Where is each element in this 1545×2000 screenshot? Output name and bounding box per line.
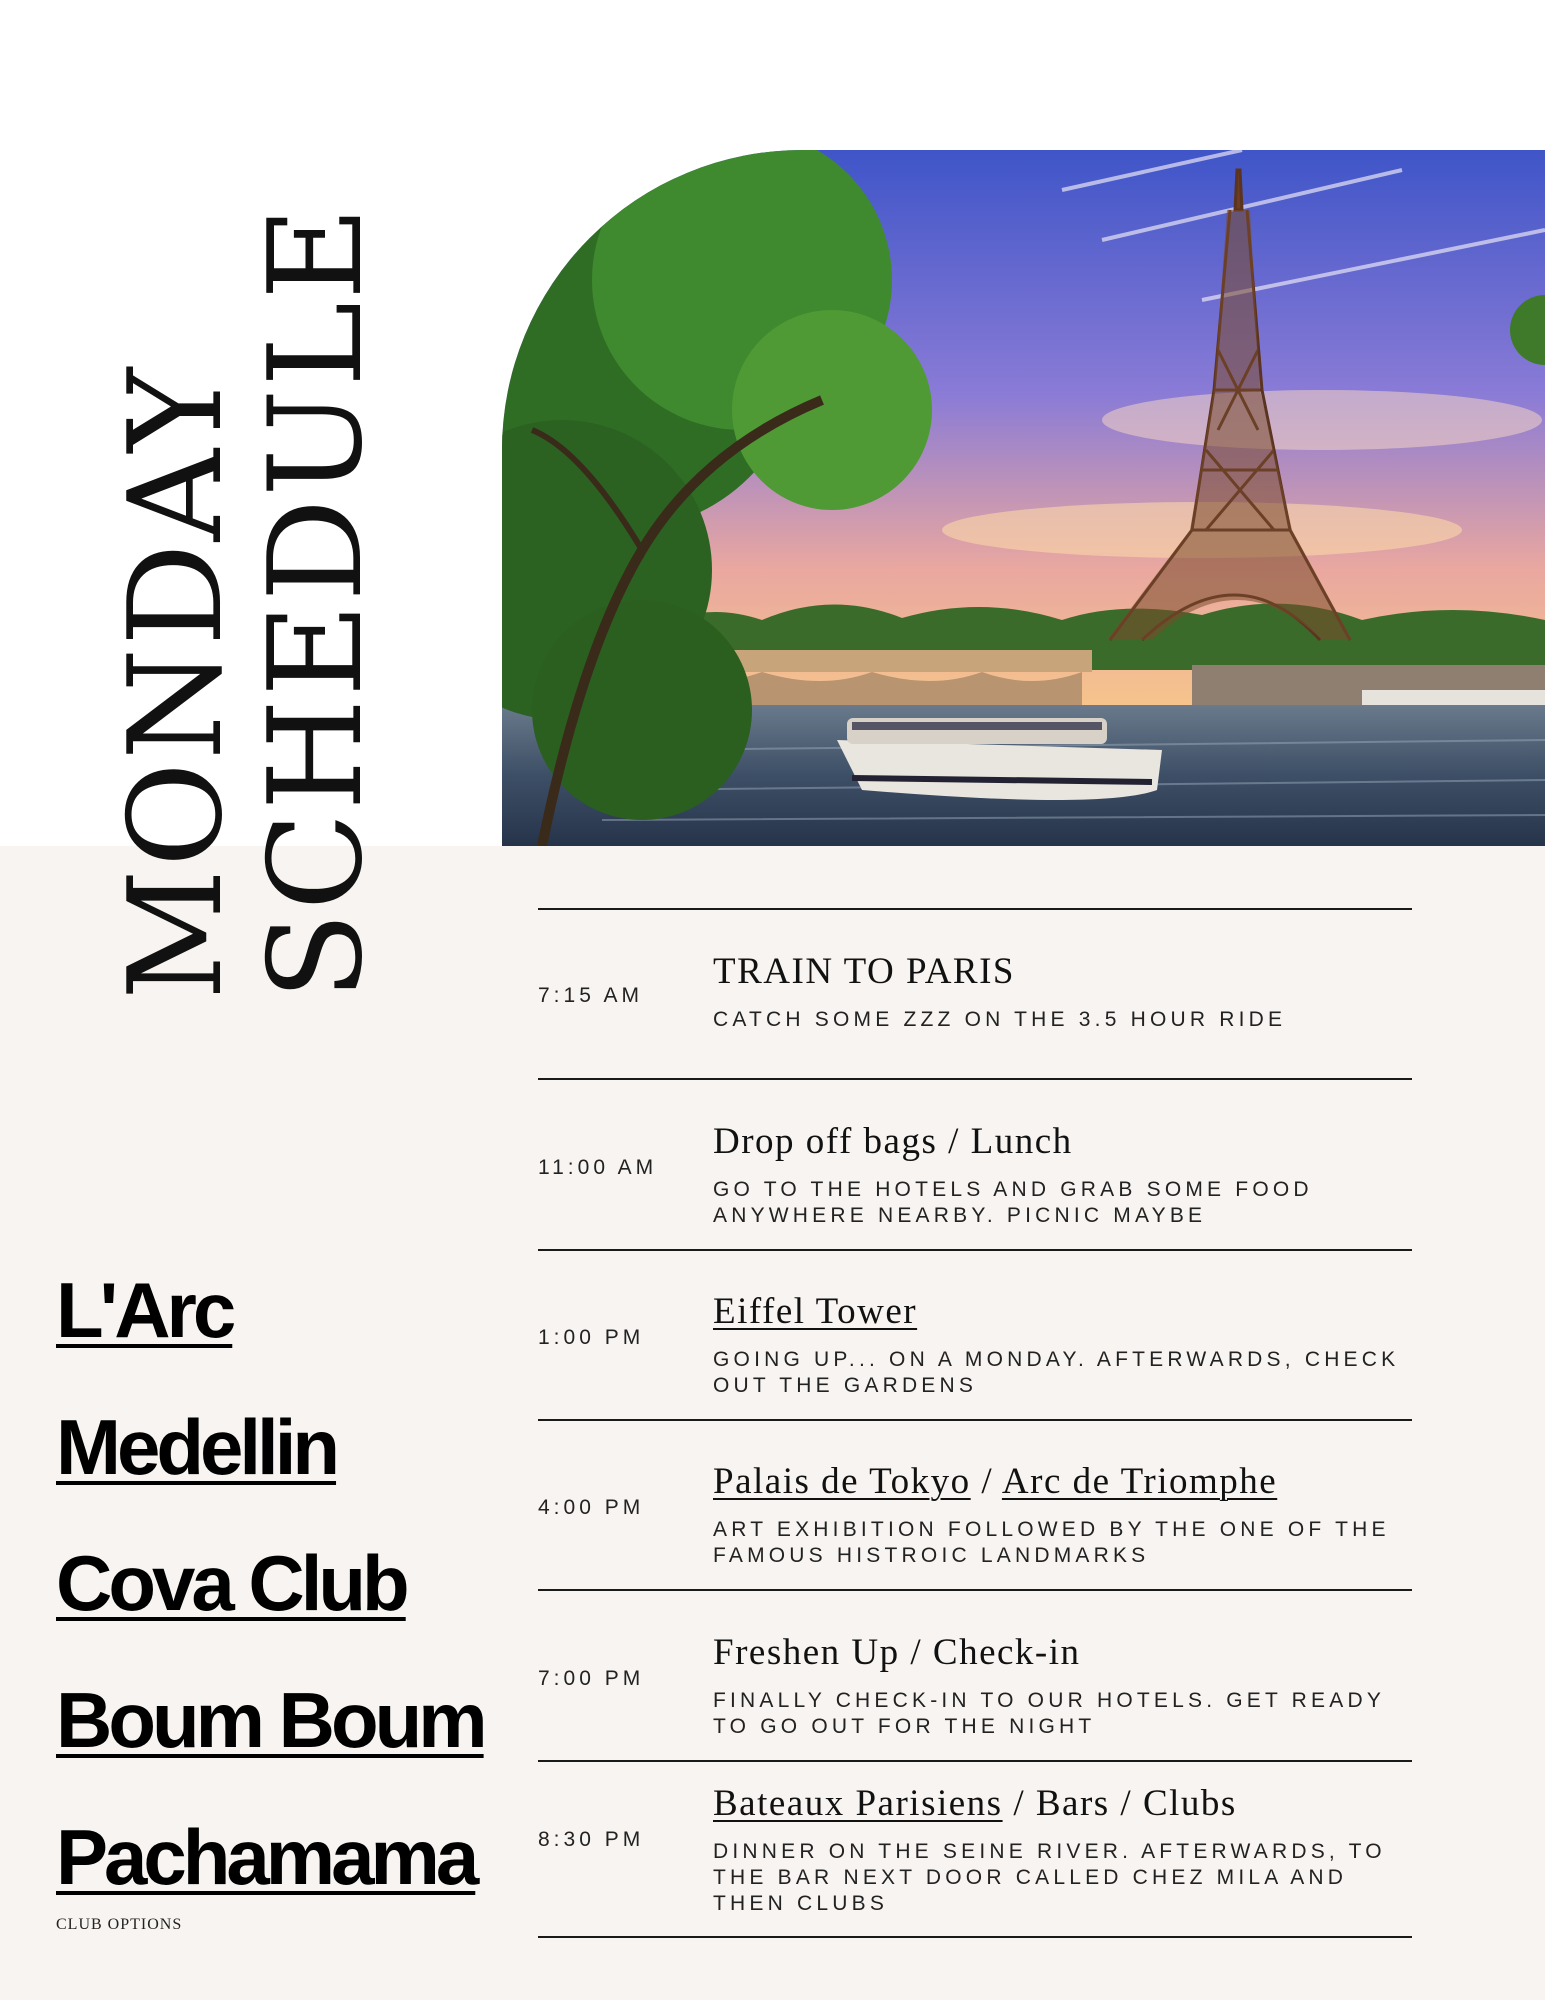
page-title <box>102 204 391 1000</box>
event-description: ART EXHIBITION FOLLOWED BY THE ONE OF THE FAMOUS HISTROIC LANDMARKS <box>713 1518 1390 1567</box>
hero-photo <box>502 150 1545 846</box>
divider <box>538 1419 1412 1421</box>
event-description: GO TO THE HOTELS AND GRAB SOME FOOD ANYWHERE NEARBY. PICNIC MAYBE <box>713 1178 1313 1227</box>
title-separator: / <box>970 1461 1002 1502</box>
eiffel-tower-link[interactable]: Eiffel Tower <box>713 1291 918 1332</box>
event-description: FINALLY CHECK-IN TO OUR HOTELS. GET READY TO GO OUT FOR THE NIGHT <box>713 1689 1385 1738</box>
bateaux-parisiens-link[interactable]: Bateaux Parisiens <box>713 1783 1003 1824</box>
divider <box>538 1760 1412 1762</box>
time-label: 8:30 PM <box>538 1828 645 1851</box>
time-label: 7:00 PM <box>538 1667 645 1690</box>
time-label: 11:00 AM <box>538 1156 658 1179</box>
event-description: CATCH SOME ZZZ ON THE 3.5 HOUR RIDE <box>713 1008 1287 1031</box>
palais-de-tokyo-link[interactable]: Palais de Tokyo <box>713 1461 971 1502</box>
club-link-pachamama[interactable]: Pachamama <box>56 1813 476 1901</box>
event-description: GOING UP... ON A MONDAY. AFTERWARDS, CHECK OUT THE GARDENS <box>713 1348 1400 1397</box>
divider <box>538 1936 1412 1938</box>
arc-de-triomphe-link[interactable]: Arc de Triomphe <box>1001 1461 1278 1502</box>
club-link-medellin[interactable]: Medellin <box>56 1403 337 1491</box>
club-link-boum-boum[interactable]: Boum Boum <box>56 1676 484 1764</box>
club-link-cova-club[interactable]: Cova Club <box>56 1539 406 1627</box>
title-line-1: MONDAY <box>102 365 251 1000</box>
time-label: 7:15 AM <box>538 984 644 1007</box>
club-options-caption: CLUB OPTIONS <box>56 1916 183 1933</box>
event-title: Freshen Up / Check-in <box>713 1632 1081 1673</box>
divider <box>538 1078 1412 1080</box>
time-label: 1:00 PM <box>538 1326 645 1349</box>
divider <box>538 908 1412 910</box>
divider <box>538 1589 1412 1591</box>
event-title: Drop off bags / Lunch <box>713 1121 1073 1162</box>
divider <box>538 1249 1412 1251</box>
title-line-2: SCHEDULE <box>242 204 391 1000</box>
time-label: 4:00 PM <box>538 1496 645 1519</box>
title-rest: / Bars / Clubs <box>1002 1783 1237 1824</box>
event-title: TRAIN TO PARIS <box>713 951 1016 992</box>
club-link-larc[interactable]: L'Arc <box>56 1266 233 1354</box>
event-description: DINNER ON THE SEINE RIVER. AFTERWARDS, TO THE BAR NEXT DOOR CALLED CHEZ MILA AND THEN CLUBS <box>713 1840 1386 1915</box>
